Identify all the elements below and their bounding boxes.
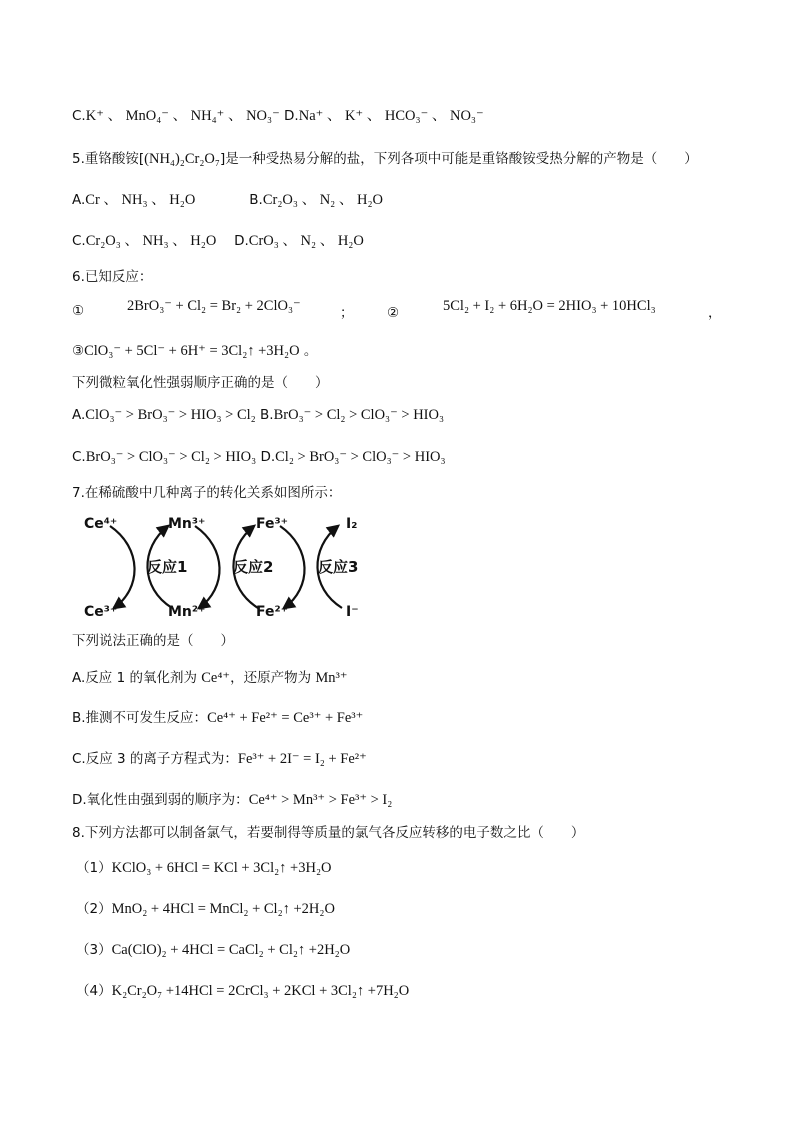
- text-segment: A.: [72, 192, 86, 208]
- text-segment: D.: [256, 449, 276, 465]
- text-segment: ，还原产物为: [230, 670, 316, 686]
- text-line: [708, 304, 722, 322]
- text-segment: ，: [708, 305, 722, 321]
- text-line: [72, 150, 698, 168]
- formula: MnO₂ + 4HCl = MnCl₂ + Cl₂↑ +2H₂O: [111, 901, 335, 917]
- text-segment: （2）: [76, 901, 112, 917]
- formula: CrO₃ 、 N₂ 、 H₂O: [248, 233, 364, 249]
- text-segment: 下列说法正确的是（ ）: [72, 633, 234, 649]
- ion-bottom-3: Fe²⁺: [256, 604, 289, 620]
- formula: KClO₃ + 6HCl = KCl + 3Cl₂↑ +3H₂O: [111, 860, 332, 876]
- formula: K₂Cr₂O₇ +14HCl = 2CrCl₃ + 2KCl + 3Cl₂↑ +7H₂O: [111, 983, 410, 999]
- ion-top-4: I₂: [346, 516, 358, 532]
- text-line: [387, 304, 399, 322]
- text-line: [72, 342, 317, 360]
- formula: Cl₂ > BrO₃⁻ > ClO₃⁻ > HIO₃: [275, 449, 446, 465]
- formula: Cr₂O₃ 、 NH₃ 、 H₂O: [85, 233, 217, 249]
- formula: Na⁺ 、 K⁺ 、 HCO₃⁻ 、 NO₃⁻: [298, 108, 484, 124]
- text-line: [72, 484, 341, 502]
- text-segment: （1）: [76, 860, 112, 876]
- formula: BrO₃⁻ > Cl₂ > ClO₃⁻ > HIO₃: [273, 407, 445, 423]
- reaction-label-1: 反应1: [147, 558, 188, 576]
- formula: BrO₃⁻ > ClO₃⁻ > Cl₂ > HIO₃: [85, 449, 257, 465]
- formula: Cr₂O₃ 、 N₂ 、 H₂O: [262, 192, 383, 208]
- text-segment: [195, 192, 249, 208]
- formula: (NH₄)₂Cr₂O₇: [144, 151, 220, 167]
- formula: Ce⁴⁺ > Mn³⁺ > Fe³⁺ > I₂: [248, 792, 393, 808]
- text-segment: 。: [299, 343, 318, 359]
- text-line: [72, 632, 234, 650]
- text-line: [72, 448, 446, 466]
- text-segment: C.: [72, 449, 86, 465]
- text-segment: C.: [72, 233, 86, 249]
- ion-bottom-1: Ce³⁺: [84, 604, 118, 620]
- text-segment: A.反应 1 的氧化剂为: [72, 670, 202, 686]
- text-line: [76, 859, 331, 877]
- text-segment: ③: [72, 343, 85, 359]
- text-segment: 8.下列方法都可以制备氯气，若要制得等质量的氯气各反应转移的电子数之比（ ）: [72, 825, 585, 841]
- text-segment: ；: [340, 305, 354, 321]
- text-segment: A.: [72, 407, 86, 423]
- text-segment: C.: [72, 108, 86, 124]
- text-segment: B.推测不可发生反应：: [72, 710, 208, 726]
- formula: 5Cl₂ + I₂ + 6H₂O = 2HIO₃ + 10HCl₃: [443, 298, 656, 314]
- text-line: [443, 297, 656, 315]
- text-line: [76, 900, 335, 918]
- text-segment: 7.在稀硫酸中几种离子的转化关系如图所示：: [72, 485, 342, 501]
- text-segment: 下列微粒氧化性强弱顺序正确的是（ ）: [72, 375, 329, 391]
- ion-top-2: Mn³⁺: [168, 516, 206, 532]
- text-line: [72, 374, 329, 392]
- text-segment: （3）: [76, 942, 112, 958]
- text-line: [72, 750, 367, 768]
- ion-top-3: Fe³⁺: [256, 516, 289, 532]
- formula: Cr 、 NH₃ 、 H₂O: [85, 192, 196, 208]
- text-segment: B.: [249, 192, 263, 208]
- text-line: [72, 232, 364, 250]
- text-line: [72, 406, 444, 424]
- text-line: [72, 709, 363, 727]
- formula: Ce⁴⁺ + Fe²⁺ = Ce³⁺ + Fe³⁺: [207, 710, 364, 726]
- text-segment: B.: [255, 407, 274, 423]
- arc-group: [110, 526, 342, 608]
- formula: Mn³⁺: [315, 670, 348, 686]
- formula: K⁺ 、 MnO₄⁻ 、 NH₄⁺ 、 NO₃⁻: [85, 108, 280, 124]
- formula: Ce⁴⁺: [201, 670, 231, 686]
- text-line: [72, 791, 392, 809]
- text-segment: （4）: [76, 983, 112, 999]
- formula: 2BrO₃⁻ + Cl₂ = Br₂ + 2ClO₃⁻: [127, 298, 301, 314]
- text-line: [76, 941, 350, 959]
- arc-mn-reduction: [195, 526, 220, 608]
- text-segment: ]是一种受热易分解的盐，下列各项中可能是重铬酸铵受热分解的产物是（ ）: [219, 151, 698, 167]
- text-segment: C.反应 3 的离子方程式为：: [72, 751, 238, 767]
- ion-conversion-diagram: [80, 510, 380, 625]
- text-segment: 5.重铬酸铵[: [72, 151, 145, 167]
- text-segment: ②: [387, 305, 400, 321]
- ion-bottom-2: Mn²⁺: [168, 604, 206, 620]
- ion-top-1: Ce⁴⁺: [84, 516, 118, 532]
- formula: ClO₃⁻ > BrO₃⁻ > HIO₃ > Cl₂: [85, 407, 256, 423]
- text-segment: D.氧化性由强到弱的顺序为：: [72, 792, 249, 808]
- text-segment: D.: [234, 233, 249, 249]
- text-line: [72, 107, 484, 125]
- reaction-label-3: 反应3: [318, 558, 359, 576]
- ion-bottom-4: I⁻: [346, 604, 359, 620]
- formula: Ca(ClO)₂ + 4HCl = CaCl₂ + Cl₂↑ +2H₂O: [111, 942, 351, 958]
- reaction-label-2: 反应2: [233, 558, 274, 576]
- text-line: [76, 982, 409, 1000]
- arc-fe-reduction: [280, 526, 305, 608]
- text-line: [72, 824, 584, 842]
- text-line: [340, 304, 354, 322]
- text-line: [127, 297, 301, 315]
- text-segment: ①: [72, 303, 85, 319]
- text-segment: D.: [279, 108, 299, 124]
- text-line: [72, 302, 84, 320]
- text-segment: 6.已知反应：: [72, 269, 153, 285]
- formula: ClO₃⁻ + 5Cl⁻ + 6H⁺ = 3Cl₂↑ +3H₂O: [84, 343, 300, 359]
- formula: Fe³⁺ + 2I⁻ = I₂ + Fe²⁺: [237, 751, 367, 767]
- arc-ce-reduction: [110, 526, 135, 608]
- text-line: [72, 191, 383, 209]
- text-segment: [216, 233, 234, 249]
- text-line: [72, 669, 348, 687]
- text-line: [72, 268, 152, 286]
